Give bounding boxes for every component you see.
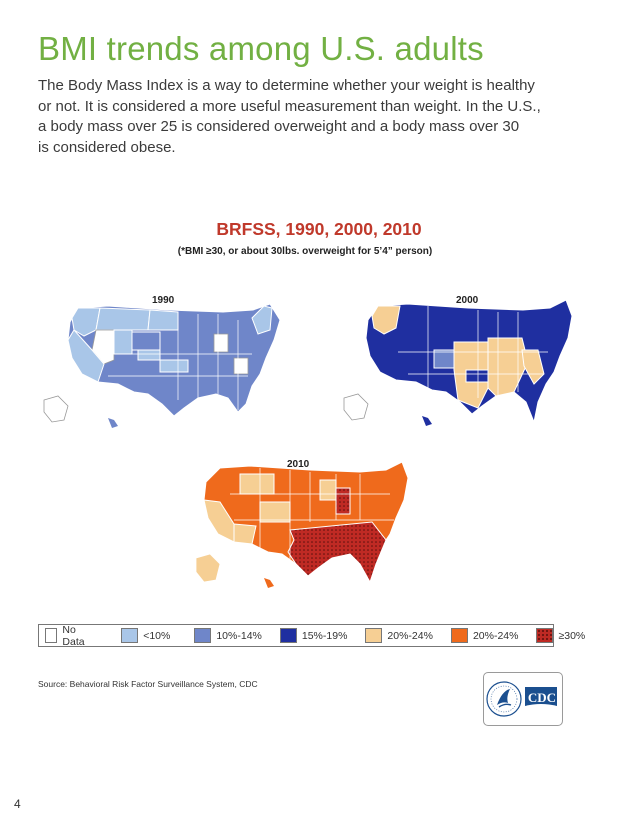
figure-subtitle: (*BMI ≥30, or about 30lbs. overweight for 5’4” person) bbox=[177, 246, 433, 257]
legend-item bbox=[365, 628, 433, 643]
source-citation: Source: Behavioral Risk Factor Surveillance System, CDC bbox=[38, 679, 258, 689]
legend-swatch bbox=[365, 628, 382, 643]
legend-label: 20%-24% bbox=[472, 629, 519, 642]
legend-swatch bbox=[121, 628, 138, 643]
legend-swatch bbox=[451, 628, 468, 643]
figure-title: BRFSS, 1990, 2000, 2010 bbox=[216, 219, 422, 239]
page-title: BMI trends among U.S. adults bbox=[38, 30, 484, 67]
us-map-2010 bbox=[190, 460, 415, 600]
cdc-logo-text: CDC bbox=[527, 690, 557, 705]
us-map-2000 bbox=[338, 298, 578, 438]
legend-swatch bbox=[536, 628, 553, 643]
intro-line: or not. It is considered a more useful measurement than weight. In the U.S., bbox=[38, 97, 541, 115]
map-year-label-1990: 1990 bbox=[152, 295, 175, 306]
intro-line: is considered obese. bbox=[38, 138, 176, 156]
us-map-1990 bbox=[38, 300, 288, 440]
legend-label: ≥30% bbox=[558, 629, 586, 642]
legend-item bbox=[451, 628, 519, 643]
legend-item bbox=[121, 628, 170, 643]
legend-item bbox=[536, 628, 585, 643]
legend-item bbox=[194, 628, 262, 643]
legend-swatch bbox=[194, 628, 211, 643]
legend-swatch bbox=[280, 628, 297, 643]
map-year-label-2000: 2000 bbox=[456, 295, 479, 306]
cdc-logo bbox=[483, 672, 563, 726]
legend-label: 10%-14% bbox=[216, 629, 262, 642]
page-number: 4 bbox=[14, 797, 21, 811]
map-legend bbox=[38, 623, 586, 648]
legend-item bbox=[280, 628, 348, 643]
legend-label: 20%-24% bbox=[387, 629, 433, 642]
intro-paragraph bbox=[38, 76, 578, 158]
legend-swatch bbox=[45, 628, 57, 643]
intro-line: a body mass over 25 is considered overweight and a body mass over 30 bbox=[38, 118, 520, 135]
legend-label: 15%-19% bbox=[301, 629, 348, 642]
legend-label: <10% bbox=[143, 629, 171, 642]
map-year-label-2010: 2010 bbox=[287, 459, 310, 470]
intro-line: The Body Mass Index is a way to determine whether your weight is healthy bbox=[38, 77, 535, 94]
legend-label: No Data bbox=[62, 623, 85, 648]
legend-item bbox=[45, 624, 89, 648]
